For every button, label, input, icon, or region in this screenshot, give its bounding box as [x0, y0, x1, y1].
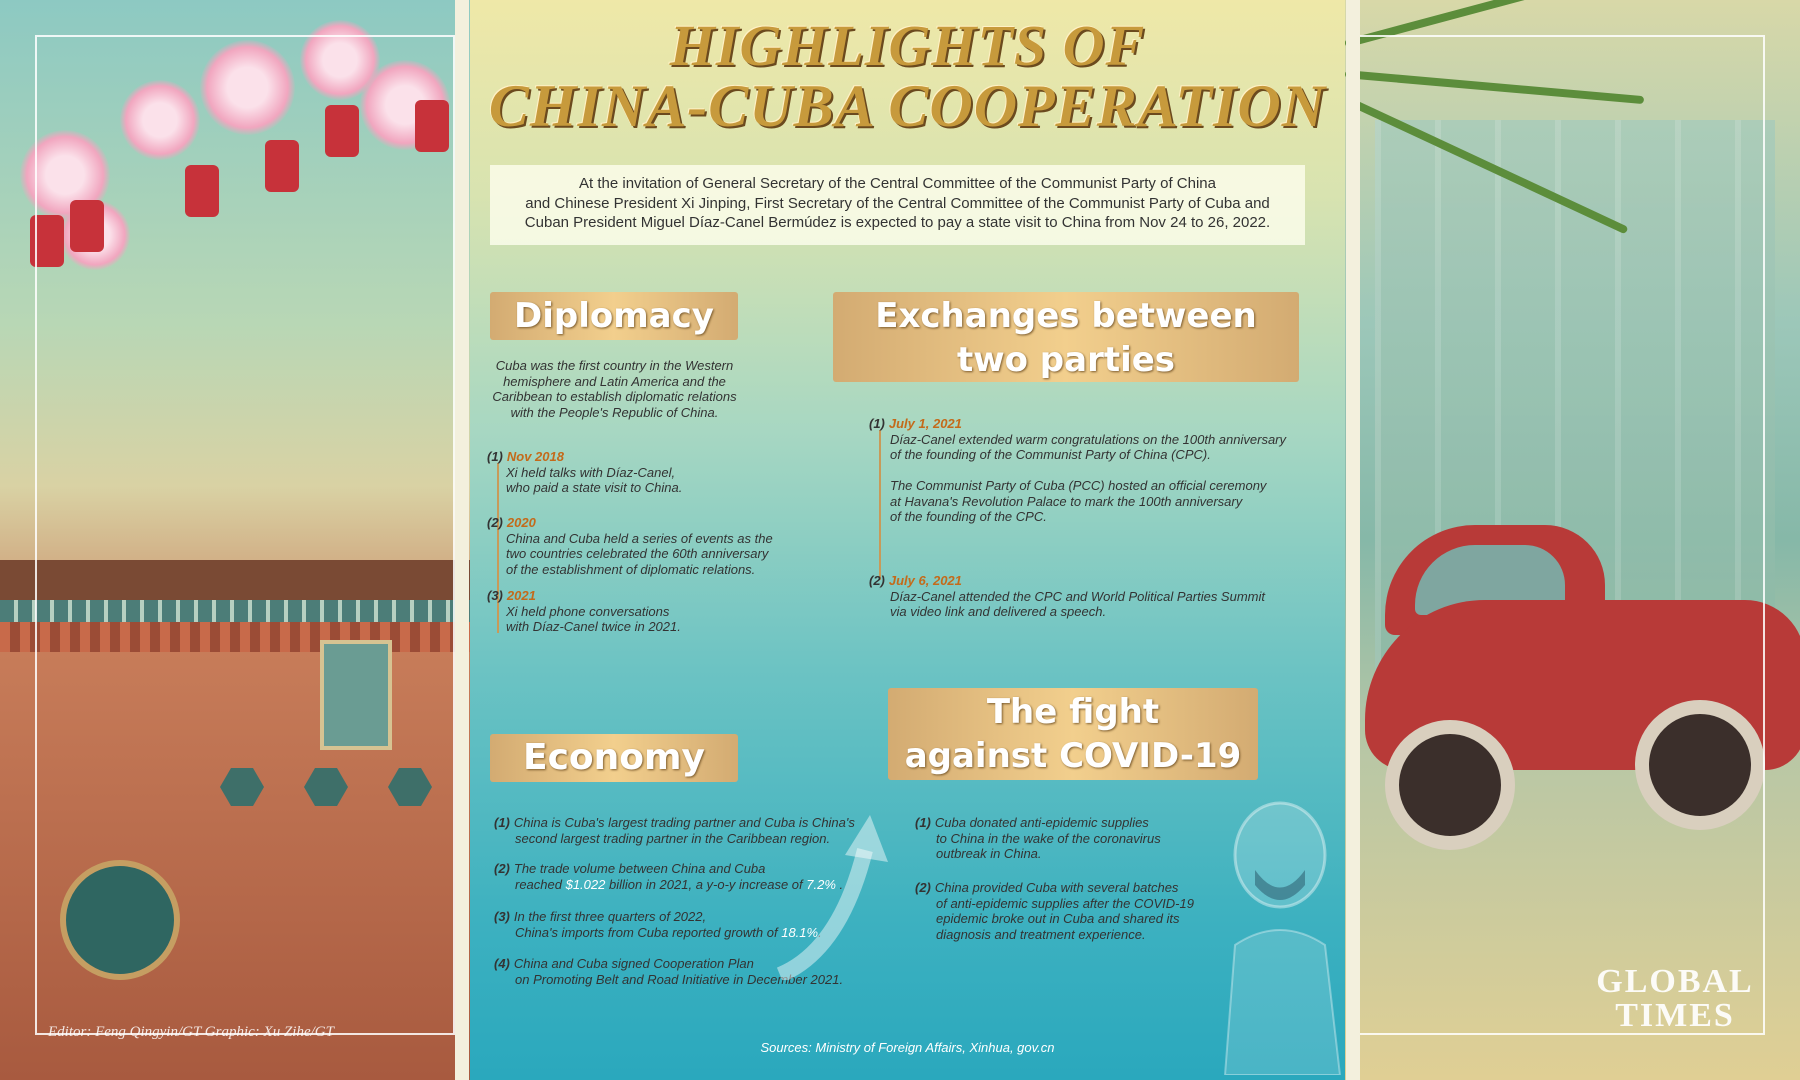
item-line: second largest trading partner in the Caribbean region. [515, 830, 831, 846]
item-line: In the first three quarters of 2022, [513, 909, 707, 924]
item-line: The Communist Party of Cuba (PCC) hosted an official ceremony [890, 478, 1267, 493]
diplomacy-lead [472, 358, 757, 420]
item-line: China and Cuba held a series of events as the [506, 530, 773, 546]
item-number: (1) [915, 815, 931, 830]
item-line: China provided Cuba with several batches [934, 880, 1179, 895]
item-line: diagnosis and treatment experience. [936, 926, 1146, 942]
diplomacy-heading: Diplomacy [490, 292, 738, 340]
item-line: two countries celebrated the 60th anniversary [506, 546, 769, 561]
left-frame [35, 35, 455, 1035]
diplomacy-item-1 [487, 449, 787, 496]
lead-line: with the People's Republic of China. [510, 404, 719, 420]
diplomacy-item-3 [487, 588, 787, 635]
item-line: on Promoting Belt and Road Initiative in December 2021. [515, 971, 844, 987]
trade-volume-value: $1.022 [565, 876, 606, 892]
main-title-line2: CHINA-CUBA COOPERATION [488, 73, 1327, 139]
item-line: Xi held talks with Díaz-Canel, [506, 464, 676, 480]
item-line: of the founding of the Communist Party of China (CPC). [890, 447, 1211, 462]
item-line: outbreak in China. [936, 846, 1042, 861]
item-line: who paid a state visit to China. [506, 480, 683, 495]
item-date: July 1, 2021 [888, 416, 962, 431]
growth-arrow-icon [770, 810, 900, 980]
item-line: via video link and delivered a speech. [890, 604, 1107, 619]
heading-line: against COVID-19 [904, 736, 1242, 776]
lead-line: Caribbean to establish diplomatic relations [492, 389, 737, 404]
imports-growth-value: 18.1% [781, 924, 819, 940]
item-text: billion in 2021, a y-o-y increase of [605, 876, 807, 892]
covid-item-2 [915, 880, 1215, 942]
lead-line: hemisphere and Latin America and the [503, 373, 726, 389]
item-line: to China in the wake of the coronavirus [936, 830, 1161, 846]
editor-credit: Editor: Feng Qingyin/GT Graphic: Xu Zihe/GT [48, 1024, 334, 1040]
item-date: July 6, 2021 [888, 573, 962, 588]
item-number: (1) [869, 416, 885, 431]
item-line: of the founding of the CPC. [890, 509, 1047, 524]
global-times-logo [1595, 965, 1755, 1033]
item-line: of anti-epidemic supplies after the COVID-19 [936, 895, 1194, 911]
item-text: . [818, 924, 822, 940]
item-line: with Díaz-Canel twice in 2021. [506, 619, 681, 634]
item-line: Xi held phone conversations [506, 603, 670, 619]
item-text: reached [515, 876, 566, 892]
logo-line: TIMES [1615, 997, 1735, 1034]
heading-line: The fight [986, 692, 1160, 732]
logo-line: GLOBAL [1596, 963, 1754, 1000]
item-line: Díaz-Canel attended the CPC and World Political Parties Summit [890, 588, 1265, 604]
item-number: (4) [494, 956, 510, 971]
exchanges-item-1 [869, 416, 1309, 525]
item-line: of the establishment of diplomatic relations. [506, 561, 756, 577]
item-spacer [869, 463, 1309, 479]
item-number: (2) [494, 861, 510, 876]
main-title-line1: HIGHLIGHTS OF [669, 13, 1146, 78]
heading-line: two parties [956, 340, 1176, 380]
heading-line: Exchanges between [875, 296, 1257, 336]
item-text: . [835, 876, 844, 892]
right-decor-panel [1345, 0, 1800, 1080]
item-number: (2) [487, 515, 503, 530]
intro-line: At the invitation of General Secretary of the Central Committee of the Communist Party of China [579, 175, 1216, 192]
item-number: (1) [494, 815, 510, 830]
item-line: at Havana's Revolution Palace to mark the 100th anniversary [890, 493, 1243, 509]
item-line: China is Cuba's largest trading partner and Cuba is China's [513, 815, 855, 830]
item-line: China and Cuba signed Cooperation Plan [513, 956, 754, 971]
item-date: 2020 [506, 515, 536, 530]
item-date: 2021 [506, 588, 536, 603]
exchanges-heading [833, 292, 1299, 382]
exchanges-item-2 [869, 573, 1309, 620]
item-number: (2) [869, 573, 885, 588]
item-text: China's imports from Cuba reported growth of [515, 924, 782, 940]
left-decor-panel [0, 0, 470, 1080]
item-line: epidemic broke out in Cuba and shared its [936, 911, 1180, 926]
item-number: (2) [915, 880, 931, 895]
item-number: (3) [494, 909, 510, 924]
intro-line: Cuban President Miguel Díaz-Canel Bermúdez is expected to pay a state visit to China from Nov 24 to 26, 2022. [524, 214, 1271, 231]
item-number: (3) [487, 588, 503, 603]
diplomacy-item-2 [487, 515, 807, 577]
item-date: Nov 2018 [506, 449, 564, 464]
item-line: Díaz-Canel extended warm congratulations on the 100th anniversary [890, 431, 1287, 447]
economy-heading: Economy [490, 734, 738, 782]
item-number: (1) [487, 449, 503, 464]
covid-item-1 [915, 815, 1215, 862]
item-line: The trade volume between China and Cuba [513, 861, 766, 876]
item-line: Cuba donated anti-epidemic supplies [934, 815, 1149, 830]
growth-value: 7.2% [806, 876, 836, 892]
lead-line: Cuba was the first country in the Western [495, 358, 734, 373]
medical-worker-icon [1215, 775, 1345, 1075]
right-frame [1355, 35, 1765, 1035]
covid-heading [888, 688, 1258, 780]
intro-line: and Chinese President Xi Jinping, First Secretary of the Central Committee of the Communist Party of Cuba and [525, 194, 1270, 212]
intro-box [490, 165, 1305, 245]
sources-note: Sources: Ministry of Foreign Affairs, Xinhua, gov.cn [760, 1040, 1055, 1055]
